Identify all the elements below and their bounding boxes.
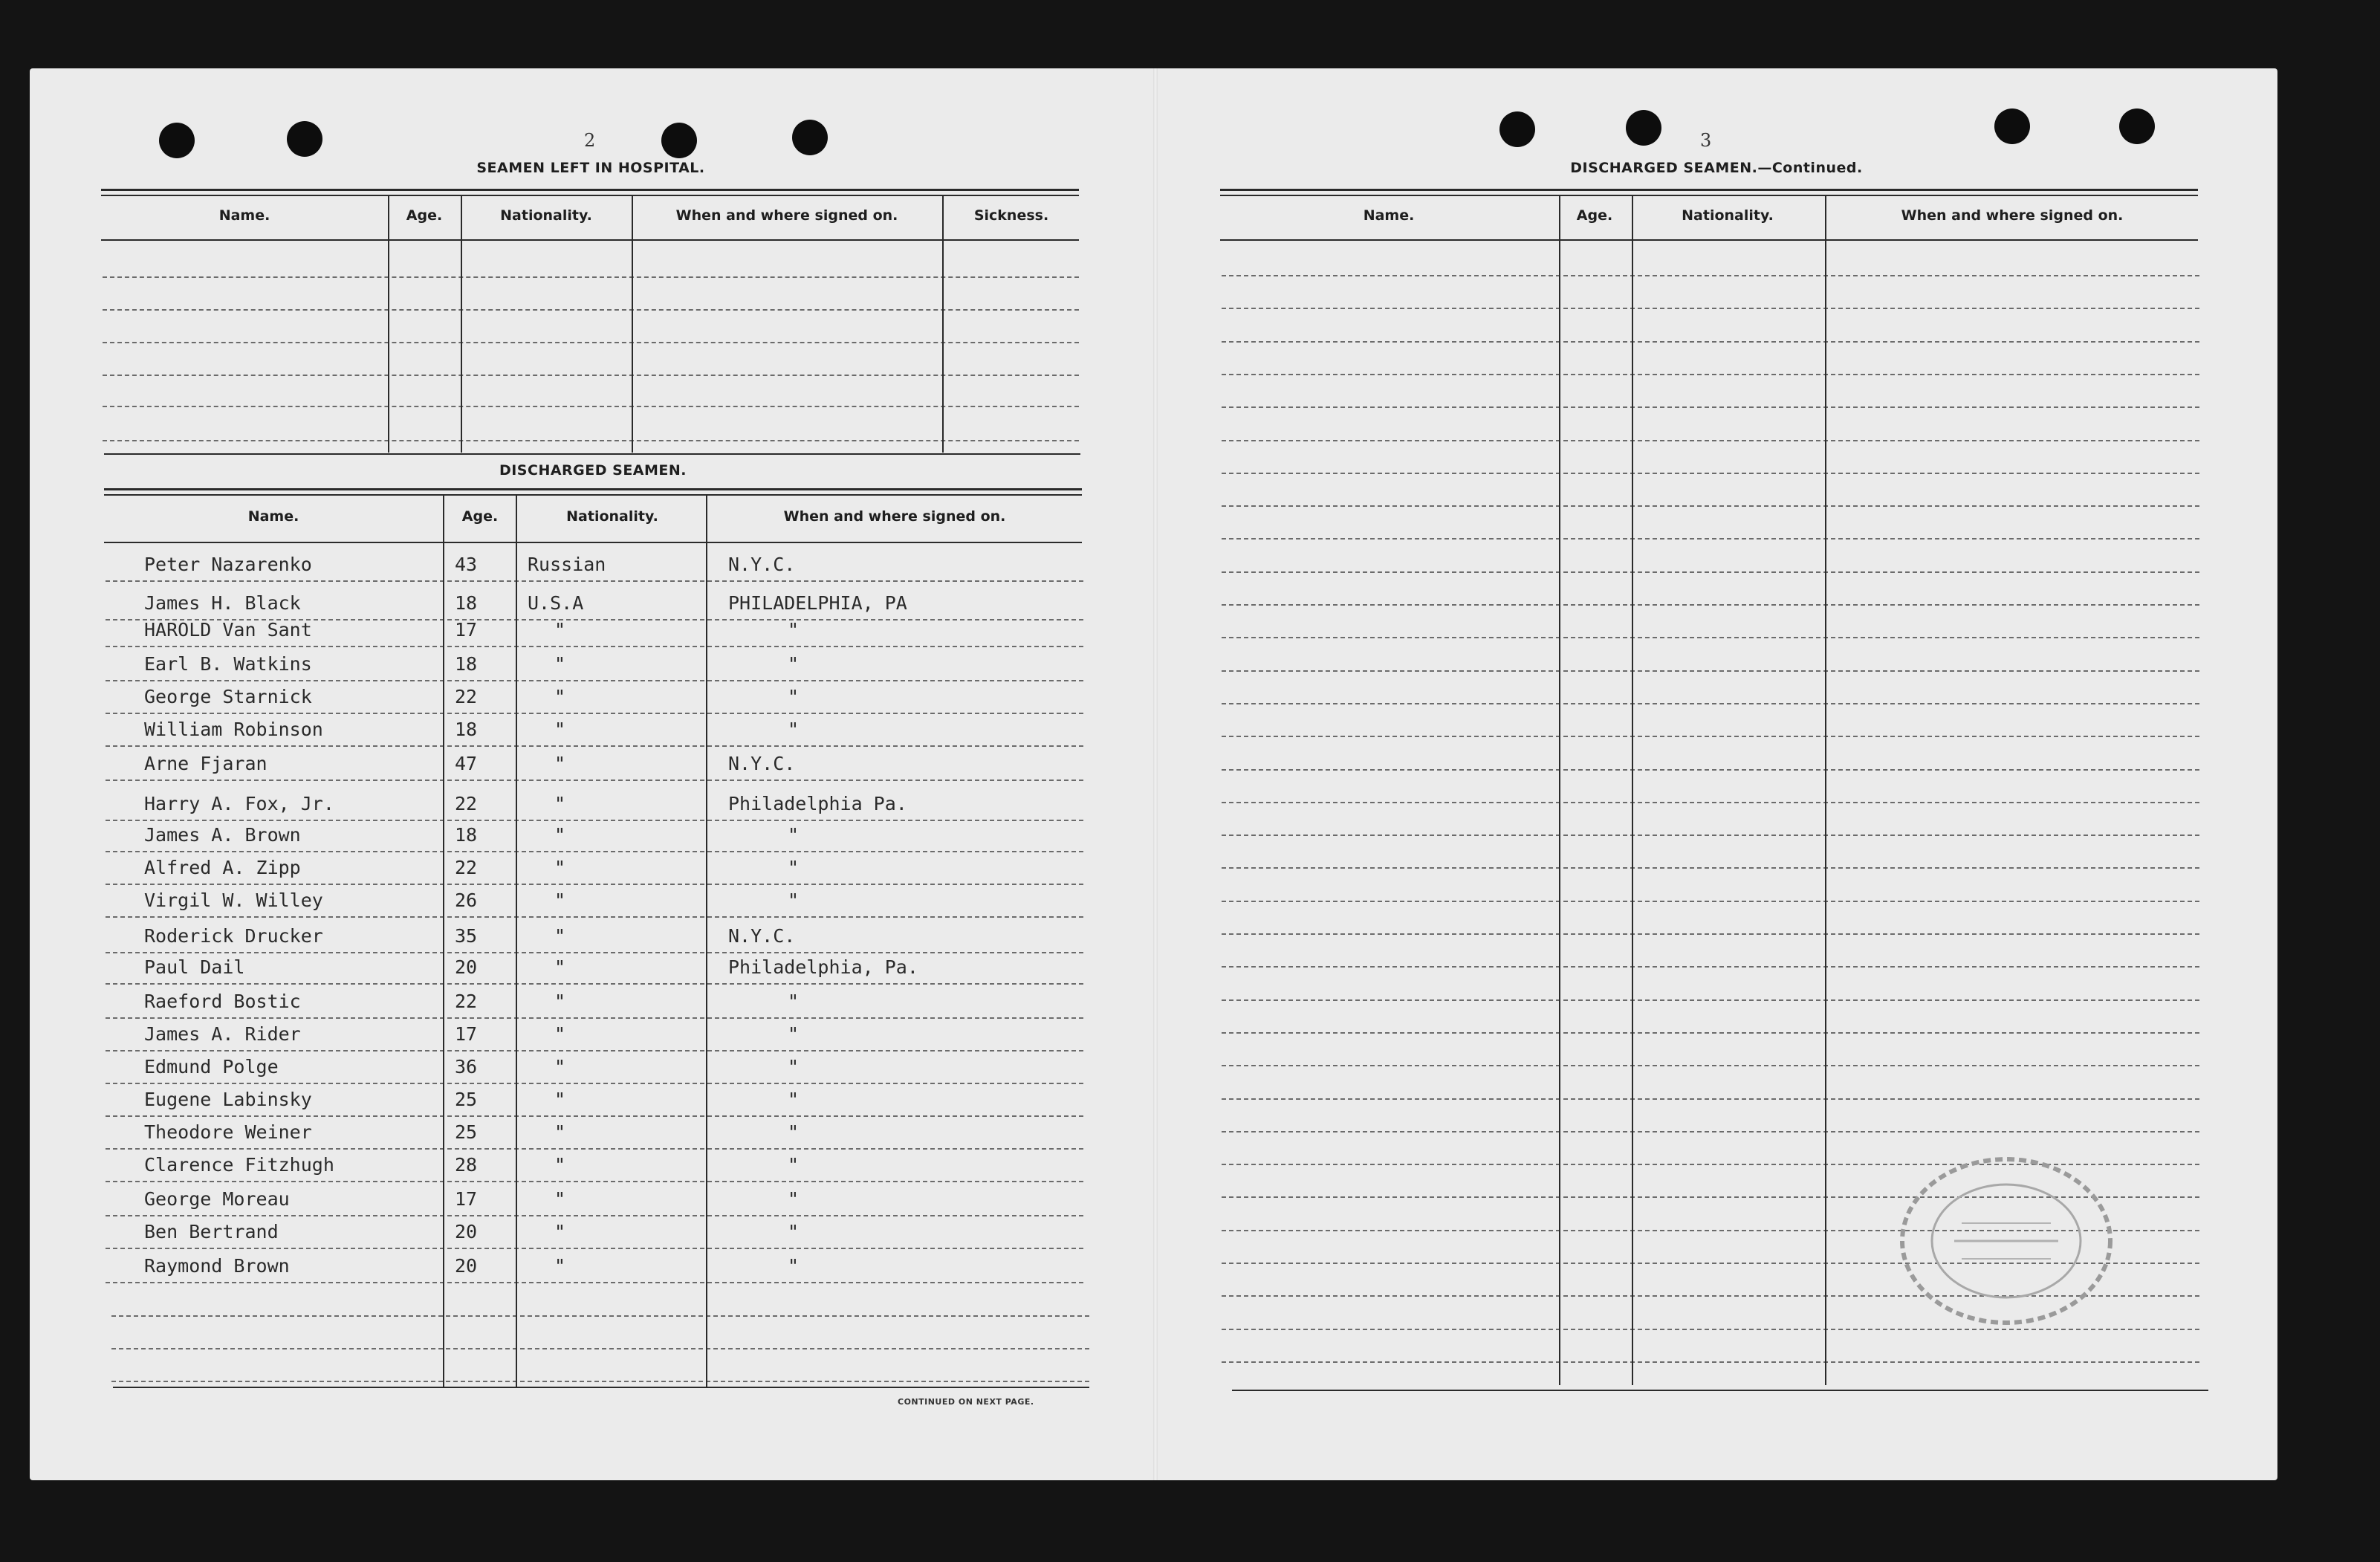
customs-stamp bbox=[1895, 1152, 2118, 1330]
seaman-signed-on: " bbox=[788, 1255, 800, 1277]
dotted-row-line bbox=[1222, 703, 2199, 704]
seaman-name: Alfred A. Zipp bbox=[144, 857, 301, 878]
dotted-row-line bbox=[1222, 901, 2199, 902]
dotted-row-line bbox=[1222, 1098, 2199, 1100]
column-header: Nationality. bbox=[500, 207, 592, 224]
hospital-section-title: SEAMEN LEFT IN HOSPITAL. bbox=[476, 160, 705, 176]
dotted-row-line bbox=[106, 952, 1083, 953]
seaman-name: Arne Fjaran bbox=[144, 753, 267, 774]
seaman-signed-on: " bbox=[788, 1023, 800, 1045]
column-divider bbox=[632, 196, 633, 453]
dotted-row-line bbox=[106, 713, 1083, 714]
seaman-name: Ben Bertrand bbox=[144, 1221, 279, 1242]
seaman-signed-on: " bbox=[788, 889, 800, 911]
seaman-age: 18 bbox=[455, 653, 478, 675]
seaman-signed-on: " bbox=[788, 1121, 800, 1143]
dotted-row-line bbox=[106, 1215, 1083, 1216]
dotted-row-line bbox=[103, 406, 1079, 407]
dotted-row-line bbox=[1222, 275, 2199, 276]
punch-hole bbox=[159, 123, 195, 158]
seaman-signed-on: N.Y.C. bbox=[728, 753, 796, 774]
seaman-name: Raeford Bostic bbox=[144, 991, 301, 1012]
punch-hole bbox=[1626, 110, 1661, 146]
seaman-nationality: " bbox=[554, 889, 566, 911]
column-header: Name. bbox=[1363, 207, 1415, 224]
seaman-age: 20 bbox=[455, 1255, 478, 1277]
dotted-row-line bbox=[1222, 505, 2199, 507]
dotted-row-line bbox=[111, 1315, 1089, 1317]
punch-hole bbox=[2119, 108, 2155, 144]
seaman-age: 20 bbox=[455, 956, 478, 978]
seaman-name: James A. Brown bbox=[144, 824, 301, 846]
column-divider bbox=[443, 496, 444, 1387]
table-rule bbox=[104, 488, 1082, 490]
page-number: 2 bbox=[584, 130, 596, 151]
discharged-section-title: DISCHARGED SEAMEN. bbox=[499, 462, 687, 479]
dotted-row-line bbox=[106, 1248, 1083, 1249]
seaman-age: 36 bbox=[455, 1056, 478, 1077]
seaman-nationality: " bbox=[554, 753, 566, 774]
seaman-signed-on: PHILADELPHIA, PA bbox=[728, 592, 907, 614]
seaman-name: Edmund Polge bbox=[144, 1056, 279, 1077]
table-rule bbox=[101, 195, 1079, 196]
dotted-row-line bbox=[103, 440, 1079, 441]
dotted-row-line bbox=[1222, 1361, 2199, 1363]
table-rule bbox=[104, 453, 1080, 455]
column-header: Name. bbox=[247, 508, 299, 525]
punch-hole bbox=[792, 120, 828, 155]
column-header: When and where signed on. bbox=[783, 508, 1006, 525]
seaman-name: Peter Nazarenko bbox=[144, 554, 312, 575]
column-divider bbox=[1559, 196, 1560, 1385]
seaman-name: James A. Rider bbox=[144, 1023, 301, 1045]
seaman-age: 22 bbox=[455, 793, 478, 814]
seaman-name: Harry A. Fox, Jr. bbox=[144, 793, 334, 814]
seaman-age: 18 bbox=[455, 824, 478, 846]
dotted-row-line bbox=[1222, 835, 2199, 836]
column-header: Nationality. bbox=[566, 508, 658, 525]
seaman-name: Paul Dail bbox=[144, 956, 245, 978]
dotted-row-line bbox=[1222, 736, 2199, 737]
seaman-name: Clarence Fitzhugh bbox=[144, 1154, 334, 1176]
column-header: Age. bbox=[1576, 207, 1613, 224]
seaman-signed-on: N.Y.C. bbox=[728, 925, 796, 947]
dotted-row-line bbox=[1222, 1131, 2199, 1132]
seaman-age: 17 bbox=[455, 1188, 478, 1210]
table-rule bbox=[113, 1387, 1089, 1388]
seaman-signed-on: " bbox=[788, 1221, 800, 1242]
dotted-row-line bbox=[106, 1050, 1083, 1051]
punch-hole bbox=[661, 123, 697, 158]
dotted-row-line bbox=[106, 1148, 1083, 1150]
dotted-row-line bbox=[1222, 867, 2199, 869]
seaman-nationality: " bbox=[554, 1221, 566, 1242]
dotted-row-line bbox=[103, 276, 1079, 278]
seaman-signed-on: " bbox=[788, 619, 800, 641]
seaman-name: Raymond Brown bbox=[144, 1255, 290, 1277]
seaman-nationality: " bbox=[554, 1023, 566, 1045]
dotted-row-line bbox=[106, 884, 1083, 885]
seaman-age: 22 bbox=[455, 857, 478, 878]
table-rule bbox=[1220, 195, 2198, 196]
seaman-nationality: U.S.A bbox=[528, 592, 584, 614]
punch-hole bbox=[1499, 111, 1535, 147]
seaman-name: HAROLD Van Sant bbox=[144, 619, 312, 641]
seaman-name: Eugene Labinsky bbox=[144, 1089, 312, 1110]
column-header: Sickness. bbox=[973, 207, 1049, 224]
seaman-nationality: " bbox=[554, 686, 566, 707]
dotted-row-line bbox=[106, 745, 1083, 747]
seaman-name: Roderick Drucker bbox=[144, 925, 323, 947]
seaman-age: 35 bbox=[455, 925, 478, 947]
dotted-row-line bbox=[103, 309, 1079, 311]
dotted-row-line bbox=[1222, 637, 2199, 638]
dotted-row-line bbox=[1222, 933, 2199, 935]
seaman-name: Theodore Weiner bbox=[144, 1121, 312, 1143]
seaman-name: Earl B. Watkins bbox=[144, 653, 312, 675]
dotted-row-line bbox=[103, 342, 1079, 343]
seaman-nationality: " bbox=[554, 1154, 566, 1176]
table-rule bbox=[1220, 189, 2198, 191]
seaman-signed-on: " bbox=[788, 1089, 800, 1110]
table-rule bbox=[104, 494, 1082, 496]
seaman-age: 18 bbox=[455, 592, 478, 614]
dotted-row-line bbox=[106, 1083, 1083, 1084]
seaman-signed-on: Philadelphia Pa. bbox=[728, 793, 907, 814]
seaman-nationality: " bbox=[554, 925, 566, 947]
seaman-name: James H. Black bbox=[144, 592, 301, 614]
dotted-row-line bbox=[1222, 308, 2199, 309]
dotted-row-line bbox=[1222, 802, 2199, 803]
seaman-nationality: " bbox=[554, 956, 566, 978]
column-divider bbox=[1632, 196, 1633, 1385]
dotted-row-line bbox=[106, 680, 1083, 681]
seaman-nationality: Russian bbox=[528, 554, 606, 575]
dotted-row-line bbox=[106, 983, 1083, 985]
dotted-row-line bbox=[111, 1348, 1089, 1349]
dotted-row-line bbox=[106, 820, 1083, 821]
page-fold bbox=[1153, 68, 1158, 1480]
seaman-signed-on: " bbox=[788, 653, 800, 675]
dotted-row-line bbox=[106, 1181, 1083, 1182]
dotted-row-line bbox=[111, 1381, 1089, 1382]
seaman-signed-on: " bbox=[788, 1188, 800, 1210]
seaman-nationality: " bbox=[554, 619, 566, 641]
seaman-nationality: " bbox=[554, 719, 566, 740]
seaman-age: 22 bbox=[455, 686, 478, 707]
table-rule bbox=[1220, 239, 2198, 241]
seaman-nationality: " bbox=[554, 1255, 566, 1277]
column-divider bbox=[461, 196, 462, 453]
table-rule bbox=[101, 189, 1079, 191]
seaman-age: 22 bbox=[455, 991, 478, 1012]
dotted-row-line bbox=[1222, 1032, 2199, 1034]
column-divider bbox=[1825, 196, 1826, 1385]
dotted-row-line bbox=[103, 375, 1079, 376]
dotted-row-line bbox=[1222, 571, 2199, 573]
dotted-row-line bbox=[1222, 670, 2199, 672]
seaman-age: 47 bbox=[455, 753, 478, 774]
seaman-nationality: " bbox=[554, 1056, 566, 1077]
seaman-nationality: " bbox=[554, 793, 566, 814]
seaman-signed-on: Philadelphia, Pa. bbox=[728, 956, 918, 978]
dotted-row-line bbox=[1222, 406, 2199, 408]
dotted-row-line bbox=[106, 580, 1083, 582]
dotted-row-line bbox=[106, 1017, 1083, 1019]
seaman-nationality: " bbox=[554, 1188, 566, 1210]
table-rule bbox=[104, 542, 1082, 543]
seaman-nationality: " bbox=[554, 1089, 566, 1110]
dotted-row-line bbox=[106, 916, 1083, 918]
dotted-row-line bbox=[106, 851, 1083, 852]
dotted-row-line bbox=[1222, 440, 2199, 441]
seaman-age: 28 bbox=[455, 1154, 478, 1176]
dotted-row-line bbox=[106, 646, 1083, 647]
punch-hole bbox=[1994, 108, 2030, 144]
dotted-row-line bbox=[106, 1282, 1083, 1283]
dotted-row-line bbox=[1222, 966, 2199, 968]
dotted-row-line bbox=[106, 780, 1083, 781]
seaman-nationality: " bbox=[554, 824, 566, 846]
column-header: Nationality. bbox=[1682, 207, 1774, 224]
dotted-row-line bbox=[1222, 999, 2199, 1001]
dotted-row-line bbox=[1222, 769, 2199, 771]
table-rule bbox=[101, 239, 1079, 241]
seaman-signed-on: " bbox=[788, 719, 800, 740]
column-divider bbox=[388, 196, 389, 453]
seaman-age: 43 bbox=[455, 554, 478, 575]
page-number: 3 bbox=[1700, 130, 1712, 151]
seaman-name: George Starnick bbox=[144, 686, 312, 707]
continued-note: CONTINUED ON NEXT PAGE. bbox=[898, 1397, 1034, 1407]
seaman-name: George Moreau bbox=[144, 1188, 290, 1210]
seaman-name: William Robinson bbox=[144, 719, 323, 740]
punch-hole bbox=[287, 121, 322, 157]
seaman-age: 17 bbox=[455, 1023, 478, 1045]
seaman-age: 25 bbox=[455, 1089, 478, 1110]
column-header: Age. bbox=[406, 207, 443, 224]
seaman-age: 18 bbox=[455, 719, 478, 740]
seaman-signed-on: " bbox=[788, 1056, 800, 1077]
seaman-signed-on: " bbox=[788, 824, 800, 846]
dotted-row-line bbox=[1222, 604, 2199, 606]
dotted-row-line bbox=[106, 1115, 1083, 1117]
column-divider bbox=[942, 196, 944, 453]
seaman-age: 20 bbox=[455, 1221, 478, 1242]
seaman-signed-on: " bbox=[788, 991, 800, 1012]
continued-section-title: DISCHARGED SEAMEN.—Continued. bbox=[1570, 160, 1863, 176]
seaman-age: 17 bbox=[455, 619, 478, 641]
column-header: When and where signed on. bbox=[675, 207, 898, 224]
seaman-name: Virgil W. Willey bbox=[144, 889, 323, 911]
table-rule bbox=[1232, 1390, 2208, 1391]
seaman-age: 26 bbox=[455, 889, 478, 911]
seaman-nationality: " bbox=[554, 857, 566, 878]
column-header: When and where signed on. bbox=[1901, 207, 2124, 224]
seaman-signed-on: " bbox=[788, 857, 800, 878]
seaman-signed-on: " bbox=[788, 686, 800, 707]
seaman-signed-on: N.Y.C. bbox=[728, 554, 796, 575]
seaman-signed-on: " bbox=[788, 1154, 800, 1176]
dotted-row-line bbox=[1222, 538, 2199, 539]
dotted-row-line bbox=[1222, 1065, 2199, 1066]
seaman-nationality: " bbox=[554, 1121, 566, 1143]
dotted-row-line bbox=[1222, 341, 2199, 343]
seaman-nationality: " bbox=[554, 991, 566, 1012]
seaman-nationality: " bbox=[554, 653, 566, 675]
column-header: Name. bbox=[218, 207, 270, 224]
seaman-age: 25 bbox=[455, 1121, 478, 1143]
column-divider bbox=[516, 496, 517, 1387]
column-divider bbox=[706, 496, 707, 1387]
dotted-row-line bbox=[1222, 374, 2199, 375]
dotted-row-line bbox=[1222, 1329, 2199, 1330]
column-header: Age. bbox=[461, 508, 499, 525]
dotted-row-line bbox=[1222, 473, 2199, 474]
